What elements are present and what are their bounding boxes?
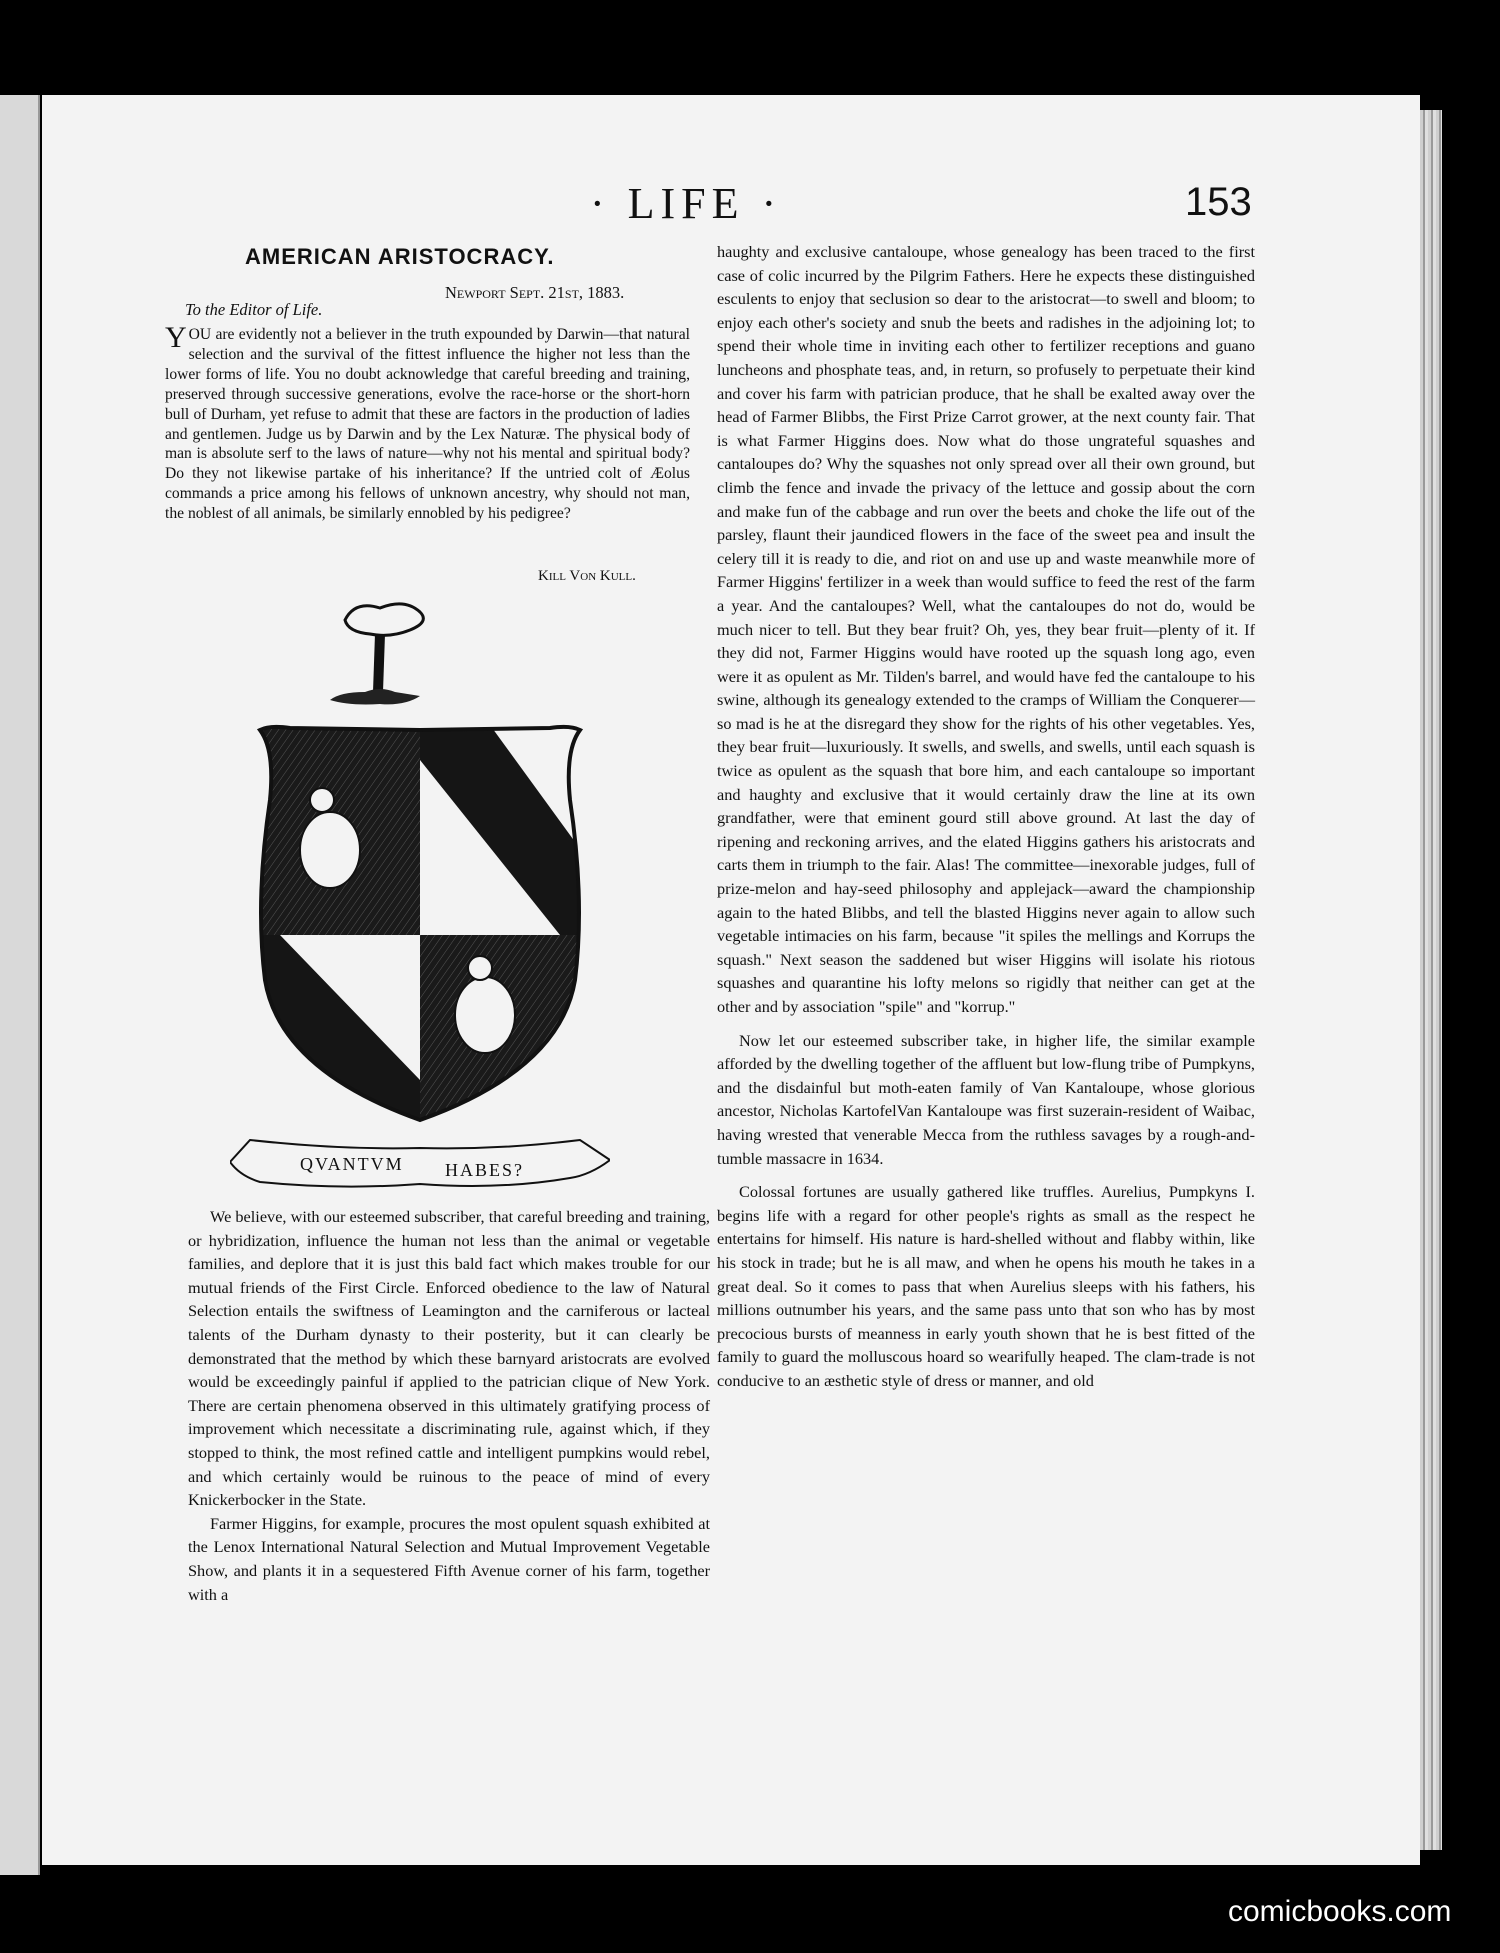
source-watermark: comicbooks.com bbox=[1228, 1895, 1452, 1928]
motto-left: QVANTVM bbox=[300, 1154, 404, 1174]
paragraph: Farmer Higgins, for example, procures the most opulent squash exhibited at the Lenox International Natural Selection and Mutual Improvement Vegetable Show, and plants it in a sequestered Fifth Avenue corner of his farm, together with a bbox=[188, 1513, 710, 1604]
motto-right: HABES? bbox=[445, 1160, 524, 1180]
reader-letter bbox=[165, 321, 690, 524]
shield-icon bbox=[230, 720, 610, 1135]
crest-plume-icon bbox=[330, 604, 423, 705]
coat-of-arms-illustration bbox=[230, 600, 610, 1195]
letter-body: OU are evidently not a believer in the truth expounded by Darwin—that natural selection and the survival of the fittest influence the higher not less than the lower forms of life. You no doubt acknowledge that careful breeding and training, preserved through successive generations, evolve the race-horse or the short-horn bull of Durham, yet refuse to admit that these are factors in the production of ladies and gentlemen. Judge us by Darwin and by the Lex Naturæ. The physical body of man is absolute serf to the laws of nature—why not his mental and spiritual body? Do they not likewise partake of his inheritance? If the untried colt of Æolus commands a price among his fellows of unknown ancestry, why should not man, the noblest of all animals, be similarly ennobled by his pedigree? bbox=[165, 326, 690, 523]
article-title: AMERICAN ARISTOCRACY. bbox=[245, 244, 555, 269]
dateline: Newport Sept. 21st, 1883. bbox=[445, 283, 625, 302]
page-number: 153 bbox=[1185, 180, 1252, 224]
drop-cap: Y bbox=[165, 321, 187, 354]
paragraph: Now let our esteemed subscriber take, in higher life, the similar example afforded by the dwelling together of the affluent but low-flung tribe of Pumpkyns, and the disdainful but moth-eaten family of Van Kantaloupe, whose glorious ancestor, Nicholas KartofelVan Kantaloupe was first suzerain-resident of Waibac, having wrested that venerable Mecca from the ruthless savages by a rough-and-tumble massacre in 1634. bbox=[717, 1030, 1255, 1168]
paragraph: We believe, with our esteemed subscriber, that careful breeding and training, or hybridization, influence the human not less than the animal or vegetable families, and deplore that it is just this bald fact which makes trouble for our mutual friends of the First Circle. Enforced obedience to the law of Natural Selection entails the swiftness of Leamington and the carniferous or lacteal talents of the Durham dynasty to their posterity, but it can clearly be demonstrated that the method by which these barnyard aristocrats are evolved would be exceedingly painful if applied to the patrician clique of New York. There are certain phenomena observed in this ultimately gratifying process of improvement which necessitate a discriminating rule, against which, if they stopped to think, the most refined cattle and intelligent pumpkins would rebel, and which certainly would be ruinous to the peace of mind of every Knickerbocker in the State. bbox=[188, 1207, 710, 1510]
motto-ribbon-icon bbox=[230, 1140, 610, 1187]
masthead: · LIFE · bbox=[590, 179, 783, 228]
letter-signature: Kill Von Kull. bbox=[538, 568, 636, 584]
adjacent-page-edge bbox=[0, 95, 40, 1875]
left-column-body bbox=[188, 1205, 710, 1606]
paragraph: haughty and exclusive cantaloupe, whose genealogy has been traced to the first case of colic incurred by the Pilgrim Fathers. Here he expects these distinguished esculents to enjoy that seclusion so dear to the aristocrat—to swell and bloom; to enjoy each other's society and snub the beets and radishes in the adjoining lot; to spend their whole time in inviting each other to fertilizer receptions and guano luncheons and phosphate teas, and, in return, so profusely to perpetuate their kind and cover his farm with patrician produce, that he shall be exalted away over the head of Farmer Blibbs, the First Prize Carrot grower, at the next county fair. That is what Farmer Higgins does. Now what do those ungrateful squashes and cantaloupes do? Why the squashes not only spread over all their own ground, but climb the fence and invade the privacy of the lettuce and gossip about the corn and make fun of the cabbage and run over the beets and choke the life out of the parsley, flaunt their jaundiced flowers in the face of the sweet pea and insult the celery till it is ready to die, and riot on and use up and waste meanwhile more of Farmer Higgins' fertilizer in a week than would suffice to feed the rest of the farm a year. And the cantaloupes? Well, what the cantaloupes do not do, would be much nicer to tell. But they bear fruit? Oh, yes, they bear fruit—plenty of it. If they did not, Farmer Higgins would have rooted up the squash long ago, even were it as opulent as Mr. Tilden's barrel, and would have fed the cantaloupe to his swine, although its genealogy extended to the cramps of William the Conquerer—so mad is he at the disregard they show for the rights of his other vegetables. Yes, they bear fruit—luxuriously. It swells, and swells, and swells, until each squash is twice as opulent as the squash that bore him, and each cantaloupe so important and haughty and exclusive that it would certainly draw the line at its own grandfather, were that eminent gourd still above ground. At last the day of ripening and reckoning arrives, and the elated Higgins gathers his aristocrats and carts them in triumph to the fair. Alas! The committee—inexorable judges, full of prize-melon and hay-seed philosophy and applejack—award the championship again to the hated Blibbs, and tell the blasted Higgins never again to allow such vegetable intimacies on his farm, because "it spiles the mellings and Korrups the squash." Next season the saddened but wiser Higgins will isolate his riotous squashes and quarantine his lofty melons so rigidly that neither can get at the other and by association "spile" and "korrup." bbox=[717, 242, 1255, 1016]
page-stack-edge bbox=[1420, 110, 1442, 1850]
paragraph: Colossal fortunes are usually gathered like truffles. Aurelius, Pumpkyns I. begins life with a regard for other people's rights as small as the respect he entertains for himself. His nature is hard-shelled without and flabby within, like his stock in trade; but he is all maw, and when he opens his mouth he takes in a great deal. So it comes to pass that when Aurelius sleeps with his fathers, his millions outnumber his years, and the same pass unto that son who has by most precocious bursts of meanness in early youth shown that he is best fitted of the family to guard the molluscous hoard so wearifully heaped. The clam-trade is not conducive to an æsthetic style of dress or manner, and old bbox=[717, 1182, 1255, 1390]
salutation: To the Editor of Life. bbox=[185, 300, 323, 319]
right-column-body bbox=[717, 240, 1255, 1393]
